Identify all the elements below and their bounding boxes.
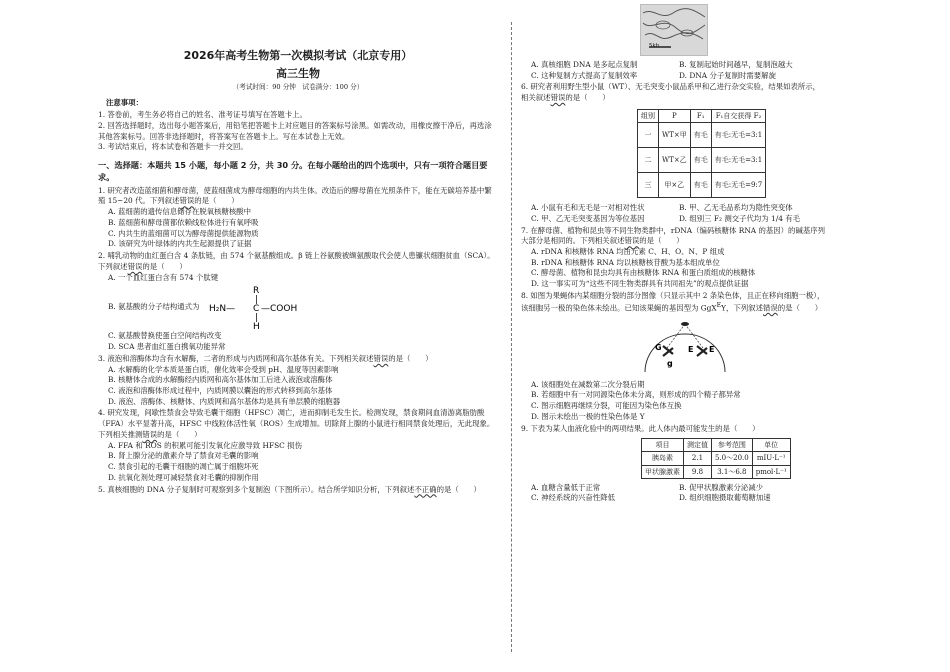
note-3: 3. 考试结束后，将本试卷和答题卡一并交回。: [98, 142, 248, 152]
q9-options-row-1: [531, 483, 827, 494]
question-8-stem: 8. 如图为果蝇体内某细胞分裂的部分图像（只显示其中 2 条染色体，且正在移向细胞一极），该细胞另一极的染色体未绘出。已知该果蝇的基因型为 GgX$^E$Y，下列叙述错误的是（ ）: [521, 290, 825, 313]
table-row: [638, 173, 766, 198]
table-row: [638, 148, 766, 173]
table-header-row: [638, 109, 766, 122]
q9-option-b: B. 促甲状腺激素分泌减少: [679, 482, 764, 492]
table-header-row: [642, 439, 791, 452]
gene-label-g-upper: G: [655, 342, 662, 352]
q4-option-d: D. 抗氧化剂处理可减轻禁食对毛囊的抑制作用: [108, 472, 259, 482]
q4-option-a: A. FFA 和 ROS 的积累可能引发氧化应激导致 HFSC 损伤: [108, 440, 302, 450]
q5-options-row-1: [531, 60, 827, 71]
q8-option-c: C. 图示细胞再继续分裂，可能因为染色体互换: [531, 401, 682, 411]
table-cell: 有毛: [690, 173, 711, 198]
table-header: 项目: [642, 439, 684, 452]
q9-blood-test-table: [641, 438, 791, 478]
table-header: 组别: [638, 109, 659, 122]
table-cell: mIU·L⁻¹: [752, 452, 790, 465]
q7-option-d: D. 这一事实可为“这些不同生物类群具有共同祖先”的观点提供证据: [531, 279, 749, 289]
table-cell: 有毛:无毛=3:1: [711, 148, 766, 173]
q5-option-c: C. 这种复制方式提高了复制效率: [531, 70, 638, 80]
q3-option-d: D. 液泡、溶酶体、核糖体、内质网和高尔基体均是具有单层膜的细胞器: [108, 396, 341, 406]
table-header: 参考范围: [712, 439, 753, 452]
table-cell: 2.1: [684, 452, 712, 465]
table-cell: 二: [638, 148, 659, 173]
table-header: 单位: [752, 439, 790, 452]
note-1: 1. 答卷前，考生务必将自己的姓名、准考证号填写在答题卡上。: [98, 110, 307, 120]
exam-info: （考试时间：90 分钟 试卷满分：100 分）: [232, 82, 364, 91]
q5-option-b: B. 复制起始时间越早，复制泡越大: [679, 60, 793, 69]
exam-title: 2026年高考生物第一次模拟考试（北京专用）: [183, 49, 413, 62]
q7-option-a: A. rDNA 和核糖体 RNA 均由元素 C、H、O、N、P 组成: [531, 247, 725, 257]
chromosome-left: [663, 346, 673, 356]
q9-options-row-2: [531, 493, 827, 504]
q8-option-d: D. 图示未绘出一极的性染色体是 Y: [531, 411, 645, 421]
question-5-stem: 5. 真核细胞的 DNA 分子复制时可观察到多个复制泡（下图所示）。结合所学知识分析，下列叙述不正确的是（ ）: [98, 484, 481, 494]
table-header: F₁自交获得 F₂: [711, 109, 766, 122]
table-row: [642, 452, 791, 465]
q5-option-a: A. 真核细胞 DNA 是多起点复制: [531, 60, 638, 69]
table-row: [638, 123, 766, 148]
q1-option-a: A. 蓝细菌的遗传信息储存在脱氧核糖核酸中: [108, 207, 252, 217]
q6-option-c: C. 甲、乙无毛突变基因为等位基因: [531, 213, 645, 223]
gene-label-e-2: E: [709, 344, 715, 354]
q3-option-b: B. 核糖体合成的水解酶经内质网和高尔基体加工后进入液泡或溶酶体: [108, 375, 333, 385]
exam-subtitle: 高三生物: [276, 66, 320, 80]
table-cell: 有毛:无毛=3:1: [711, 123, 766, 148]
q7-option-c: C. 酵母菌、植物和昆虫均具有由核糖体 RNA 和蛋白质组成的核糖体: [531, 268, 756, 278]
note-2: 2. 回答选择题时，选出每小题答案后，用铅笔把答题卡上对应题目的答案标号涂黑。如需改动，用橡皮擦干净后，再选涂其他答案标号。回答非选择题时，将答案写在答题卡上。写在本试卷上无效。: [98, 120, 492, 141]
gene-label-e-1: E: [688, 344, 694, 354]
q6-options-row-1: [531, 203, 827, 214]
formula-r: R: [253, 286, 260, 297]
question-2-stem: 2. 哺乳动物的血红蛋白含 4 条肽链，由 574 个氨基酸组成。β 链上谷氨酸被缬氨酸取代会使人患镰状细胞贫血（SCA）。下列叙述错误的是（ ）: [98, 251, 495, 271]
table-cell: 三: [638, 173, 659, 198]
table-cell: 有毛: [690, 148, 711, 173]
q9-option-c: C. 神经系统的兴奋性降低: [531, 493, 615, 503]
chromosome-diagram: [639, 316, 731, 374]
q2-option-c: C. 氨基酸替换使蛋白空间结构改变: [108, 331, 222, 341]
column-divider: [511, 22, 512, 652]
formula-carbon: C: [253, 304, 260, 315]
question-3-stem: 3. 液泡和溶酶体均含有水解酶，二者的形成与内质网和高尔基体有关。下列相关叙述错误的是（ ）: [98, 353, 433, 363]
q5-option-d: D. DNA 分子复制时需要解旋: [679, 70, 776, 80]
q3-option-a: A. 水解酶的化学本质是蛋白质，催化效率会受到 pH、温度等因素影响: [108, 364, 339, 374]
notes-heading: 注意事项：: [106, 98, 143, 108]
q1-option-b: B. 蓝细菌和酵母菌都依赖线粒体进行有氧呼吸: [108, 217, 259, 227]
q1-option-d: D. 该研究为叶绿体的内共生起源提供了证据: [108, 239, 252, 249]
chromosome-right: [697, 346, 707, 356]
table-cell: 胰岛素: [642, 452, 684, 465]
section-heading: 一、选择题：本题共 15 小题，每小题 2 分，共 30 分。在每小题给出的四个选项中，只有一项符合题目要求。: [98, 160, 488, 183]
q2-option-b: B. 氨基酸的分子结构通式为 R | H₂N— C —COOH | H: [108, 283, 498, 331]
table-header: F₁: [690, 109, 711, 122]
left-column: [98, 0, 498, 495]
q2-option-d: D. SCA 患者血红蛋白携氧功能异常: [108, 342, 226, 352]
table-header: 测定值: [684, 439, 712, 452]
table-cell: WT×乙: [659, 148, 691, 173]
question-9-stem: 9. 下表为某人血液化验中的两项结果。此人体内最可能发生的是（ ）: [521, 423, 760, 433]
q5-options-row-2: [531, 71, 827, 82]
gene-label-g-lower: g: [667, 358, 673, 368]
q7-option-b: B. rDNA 和核糖体 RNA 均以核糖核苷酸为基本组成单位: [531, 257, 720, 267]
question-1-stem: 1. 研究者改造蓝细菌和酵母菌，使蓝细菌成为酵母细胞的内共生体。改造后的酵母菌在光照条件下，能在无碳培养基中繁殖 15~20 代。下列叙述错误的是（ ）: [98, 185, 492, 206]
table-cell: 甲状腺激素: [642, 465, 684, 478]
q2-option-a: A. 一个血红蛋白含有 574 个肽键: [108, 272, 219, 282]
q4-option-b: B. 肾上腺分泌的激素介导了禁食对毛囊的影响: [108, 451, 259, 461]
replication-bubble-micrograph: [640, 4, 708, 56]
formula-carboxyl: —COOH: [261, 304, 298, 315]
formula-bond-top: |: [255, 295, 259, 306]
q9-option-a: A. 血糖含量低于正常: [531, 482, 601, 492]
table-cell: 一: [638, 123, 659, 148]
q6-option-a: A. 小鼠有毛和无毛是一对相对性状: [531, 203, 645, 213]
q6-options-row-2: [531, 214, 827, 225]
q4-option-c: C. 禁食引起的毛囊干细胞的凋亡属于细胞坏死: [108, 462, 259, 472]
formula-amino: H₂N—: [209, 304, 236, 315]
table-cell: 甲×乙: [659, 173, 691, 198]
right-column: [521, 4, 827, 504]
amino-acid-formula: [205, 283, 315, 331]
q6-cross-table: [637, 109, 766, 198]
table-cell: pmol·L⁻¹: [752, 465, 790, 478]
question-6-stem: 6. 研究者利用野生型小鼠（WT）、无毛突变小鼠品系甲和乙进行杂交实验，结果如表所示，相关叙述错误的是（ ）: [521, 82, 821, 103]
q6-option-d: D. 组别三 F₂ 测交子代均为 1/4 有毛: [679, 213, 801, 223]
centrosome: [681, 322, 689, 326]
q1-option-c: C. 内共生的蓝细菌可以为酵母菌提供能源物质: [108, 228, 259, 238]
table-cell: 有毛: [690, 123, 711, 148]
table-cell: 9.8: [684, 465, 712, 478]
table-header: P: [659, 109, 691, 122]
question-4-stem: 4. 研究发现，间歇性禁食会导致毛囊干细胞（HFSC）凋亡，进而抑制毛发生长。检测发现，禁食期间血清游离脂肪酸（FFA）水平显著升高，HFSC 中线粒体活性氧（ROS）生成增加。切除肾上腺的小鼠进行相同禁食处理后，无此现象。下列相关推测错误的是（ ）: [98, 408, 495, 439]
table-row: [642, 465, 791, 478]
formula-h: H: [253, 322, 261, 332]
question-7-stem: 7. 在酵母菌、植物和昆虫等不同生物类群中，rDNA（编码核糖体 RNA 的基因）的碱基序列大部分是相同的。下列相关叙述错误的是（ ）: [521, 225, 826, 246]
q9-option-d: D. 组织细胞摄取葡萄糖加速: [679, 493, 771, 503]
formula-bond-bottom: |: [255, 313, 259, 324]
table-cell: 3.1～6.8: [712, 465, 753, 478]
q8-option-b: B. 若细胞中有一对同源染色体未分离，则形成的四个精子都异常: [531, 390, 741, 400]
q3-option-c: C. 液泡和溶酶体形成过程中，内质网膜以囊泡的形式转移到高尔基体: [108, 385, 333, 395]
q6-option-b: B. 甲、乙无毛品系均为隐性突变体: [679, 203, 793, 213]
table-cell: WT×甲: [659, 123, 691, 148]
scale-bar-label: 5kb: [649, 43, 660, 50]
table-cell: 有毛:无毛=9:7: [711, 173, 766, 198]
table-cell: 5.0～20.0: [712, 452, 753, 465]
q8-option-a: A. 该细胞处在减数第二次分裂后期: [531, 379, 645, 389]
